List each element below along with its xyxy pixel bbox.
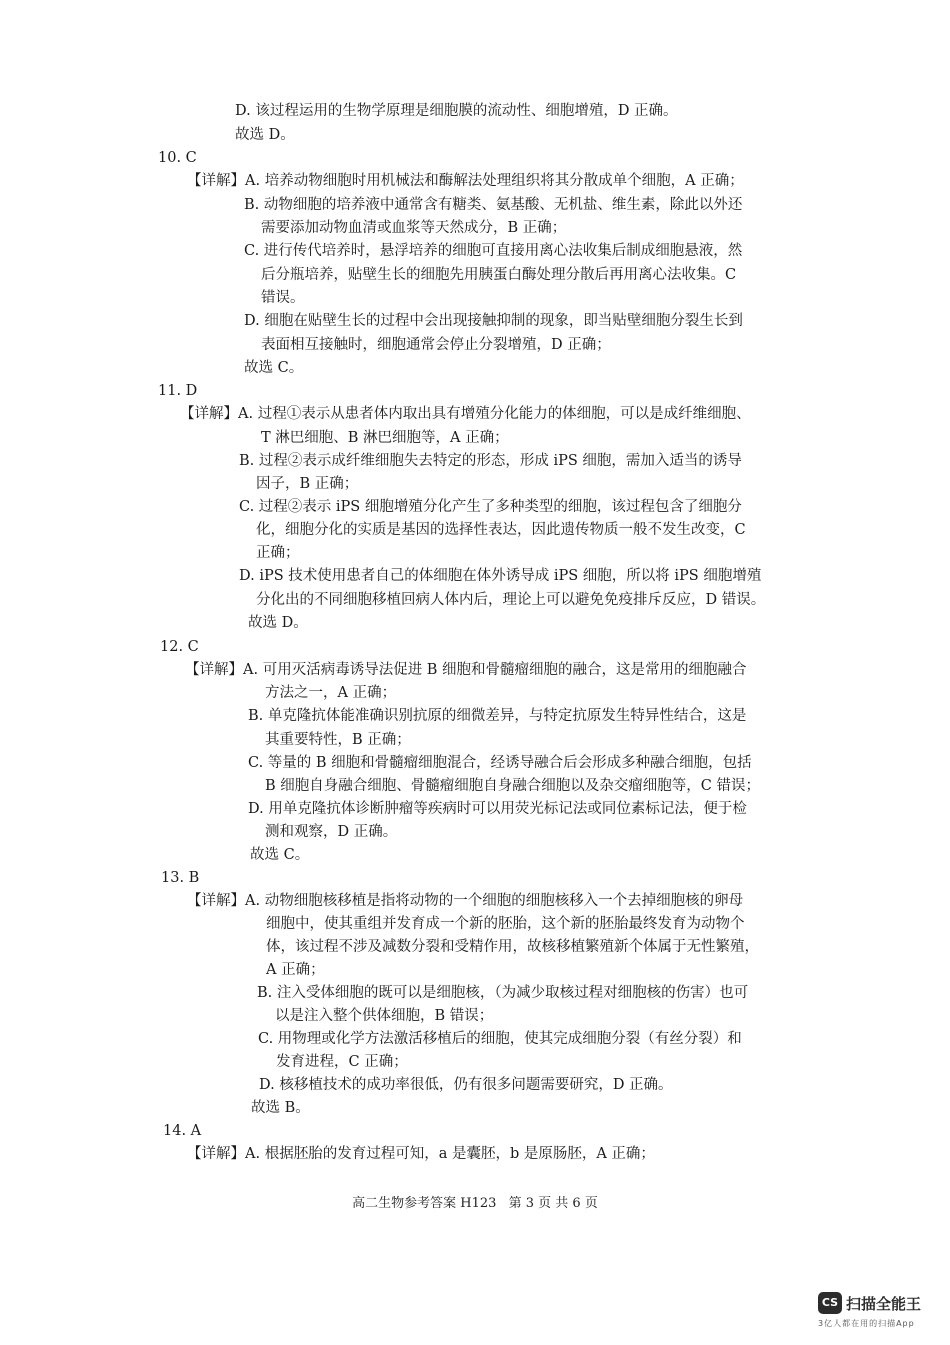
footer-subject: 高二生物参考答案 H123 (352, 1196, 497, 1211)
question-number: 11. D (158, 383, 198, 399)
text-line: C. 等量的 B 细胞和骨髓瘤细胞混合，经诱导融合后会形成多种融合细胞，包括 (248, 755, 752, 771)
text-line: B. 单克隆抗体能准确识别抗原的细微差异，与特定抗原发生特异性结合，这是 (248, 708, 747, 724)
question-number: 10. C (158, 150, 197, 166)
scanner-tagline: 3亿人都在用的扫描App (818, 1319, 915, 1328)
text-line: C. 进行传代培养时，悬浮培养的细胞可直接用离心法收集后制成细胞悬液，然 (244, 243, 743, 259)
text-line: 故选 B。 (251, 1100, 310, 1116)
footer-page-number: 第 3 页 共 6 页 (508, 1196, 598, 1211)
text-line: C. 用物理或化学方法激活移植后的细胞，使其完成细胞分裂（有丝分裂）和 (258, 1031, 742, 1047)
question-number: 14. A (163, 1123, 202, 1139)
text-line: 故选 C。 (250, 847, 310, 863)
text-line: B 细胞自身融合细胞、骨髓瘤细胞自身融合细胞以及杂交瘤细胞等，C 错误； (265, 778, 760, 794)
text-line: B. 动物细胞的培养液中通常含有糖类、氨基酸、无机盐、维生素，除此以外还 (244, 197, 743, 213)
question-number: 13. B (161, 870, 200, 886)
text-line: 需要添加动物血清或血浆等天然成分，B 正确； (261, 220, 567, 236)
text-line: 【详解】A. 可用灭活病毒诱导法促进 B 细胞和骨髓瘤细胞的融合，这是常用的细胞融合 (185, 662, 747, 678)
text-line: 故选 C。 (244, 360, 304, 376)
text-line: 错误。 (261, 290, 305, 306)
text-line: 分化出的不同细胞移植回病人体内后，理论上可以避免免疫排斥反应，D 错误。 (256, 592, 766, 608)
text-line: D. 核移植技术的成功率很低，仍有很多问题需要研究，D 正确。 (259, 1077, 673, 1093)
text-line: D. iPS 技术使用患者自己的体细胞在体外诱导成 iPS 细胞，所以将 iPS 细胞增殖 (239, 568, 762, 584)
text-line: 【详解】A. 根据胚胎的发育过程可知，a 是囊胚，b 是原肠胚，A 正确； (187, 1146, 655, 1162)
page-footer (0, 1192, 950, 1211)
text-line: 细胞中，使其重组并发育成一个新的胚胎，这个新的胚胎最终发育为动物个 (266, 916, 745, 932)
text-line: 其重要特性，B 正确； (265, 732, 411, 748)
text-line: 表面相互接触时，细胞通常会停止分裂增殖，D 正确； (261, 337, 611, 353)
text-line: C. 过程②表示 iPS 细胞增殖分化产生了多种类型的细胞，该过程包含了细胞分 (239, 499, 742, 515)
text-line: 因子，B 正确； (256, 476, 359, 492)
text-line: 方法之一，A 正确； (265, 685, 397, 701)
text-line: 故选 D。 (248, 615, 308, 631)
scanner-watermark (818, 1292, 934, 1330)
text-line: 以是注入整个供体细胞，B 错误； (275, 1008, 494, 1024)
scanner-app-name: 扫描全能王 (846, 1295, 922, 1313)
text-line: T 淋巴细胞、B 淋巴细胞等，A 正确； (261, 430, 509, 446)
text-line: 【详解】A. 动物细胞核移植是指将动物的一个细胞的细胞核移入一个去掉细胞核的卵母 (187, 893, 744, 909)
text-line: 测和观察，D 正确。 (265, 824, 398, 840)
text-line: D. 该过程运用的生物学原理是细胞膜的流动性、细胞增殖，D 正确。 (235, 103, 678, 119)
text-line: 正确； (256, 545, 300, 561)
text-line: D. 细胞在贴壁生长的过程中会出现接触抑制的现象，即当贴壁细胞分裂生长到 (244, 313, 743, 329)
text-line: 化，细胞分化的实质是基因的选择性表达，因此遗传物质一般不发生改变，C (256, 522, 746, 538)
text-line: B. 注入受体细胞的既可以是细胞核，（为减少取核过程对细胞核的伤害）也可 (257, 985, 749, 1001)
text-line: 体，该过程不涉及减数分裂和受精作用，故核移植繁殖新个体属于无性繁殖， (266, 939, 759, 955)
text-line: 【详解】A. 培养动物细胞时用机械法和酶解法处理组织将其分散成单个细胞，A 正确； (187, 173, 744, 189)
text-line: D. 用单克隆抗体诊断肿瘤等疾病时可以用荧光标记法或同位素标记法，便于检 (248, 801, 747, 817)
text-line: 后分瓶培养，贴壁生长的细胞先用胰蛋白酶处理分散后再用离心法收集。C (261, 267, 737, 283)
text-line: B. 过程②表示成纤维细胞失去特定的形态，形成 iPS 细胞，需加入适当的诱导 (239, 453, 742, 469)
text-line: 【详解】A. 过程①表示从患者体内取出具有增殖分化能力的体细胞，可以是成纤维细胞、 (180, 406, 751, 422)
question-number: 12. C (160, 639, 199, 655)
text-line: 故选 D。 (235, 127, 295, 143)
text-line: A 正确； (266, 962, 325, 978)
text-line: 发育进程，C 正确； (276, 1054, 408, 1070)
camscanner-logo-icon: CS (818, 1292, 842, 1314)
